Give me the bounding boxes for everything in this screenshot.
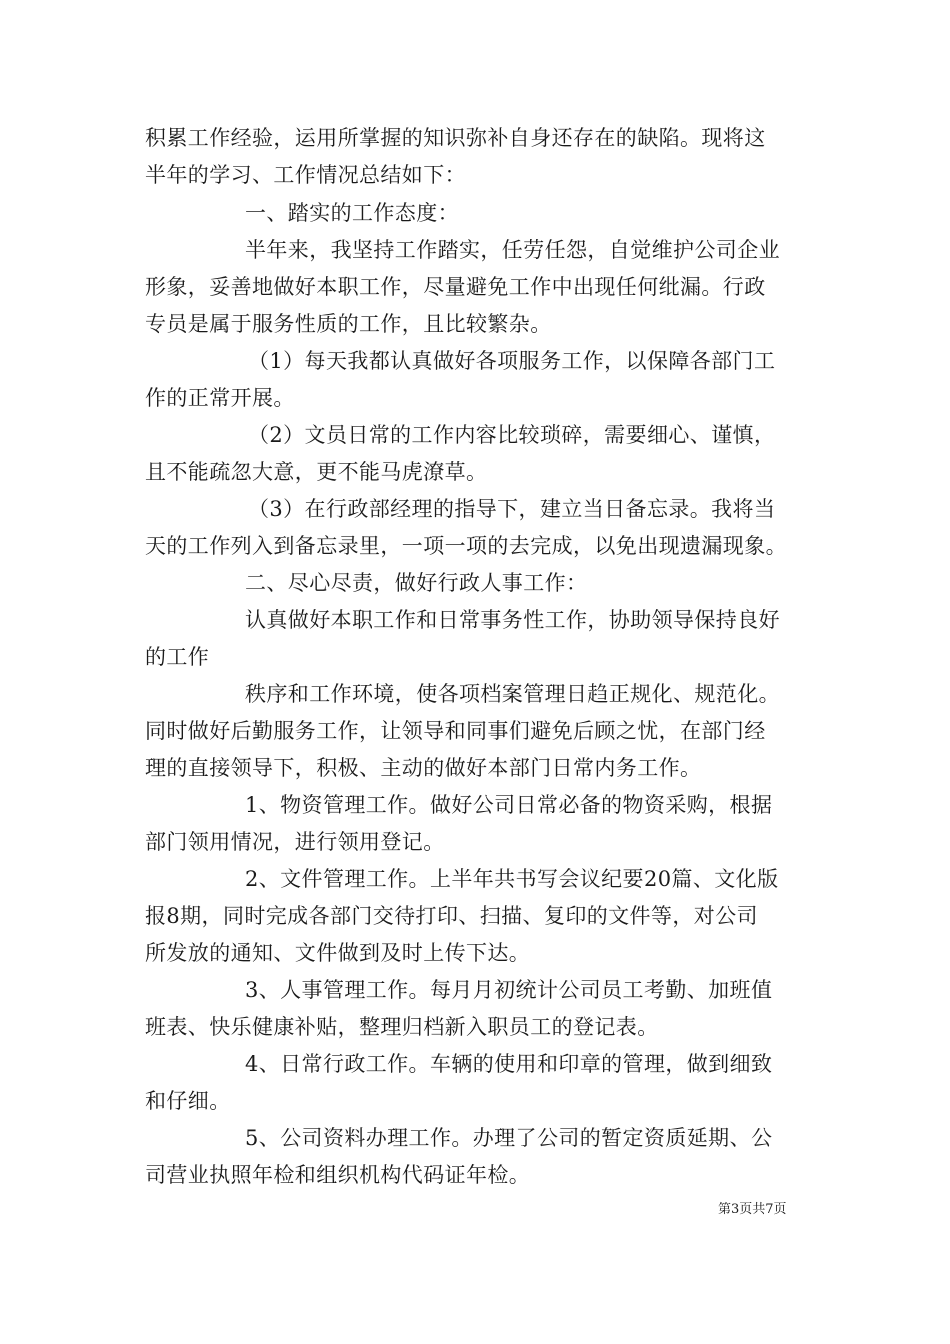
body-line: 认真做好本职工作和日常事务性工作，协助领导保持良好 <box>245 608 780 632</box>
page-number-footer: 第3页共7页 <box>718 1202 787 1217</box>
body-line: 司营业执照年检和组织机构代码证年检。 <box>145 1163 531 1187</box>
list-item-line: （2）文员日常的工作内容比较琐碎，需要细心、谨慎， <box>248 423 776 447</box>
body-line: 报8期，同时完成各部门交待打印、扫描、复印的文件等，对公司 <box>145 904 758 928</box>
body-line: 秩序和工作环境，使各项档案管理日趋正规化、规范化。 <box>245 682 780 706</box>
body-line: 专员是属于服务性质的工作，且比较繁杂。 <box>145 312 552 336</box>
body-line: 半年来，我坚持工作踏实，任劳任怨，自觉维护公司企业 <box>245 238 780 262</box>
list-item-line: （3）在行政部经理的指导下，建立当日备忘录。我将当 <box>248 497 776 521</box>
list-item-line: 4、日常行政工作。车辆的使用和印章的管理，做到细致 <box>245 1052 773 1076</box>
body-line: 的工作 <box>145 645 210 669</box>
body-line: 天的工作列入到备忘录里，一项一项的去完成，以免出现遗漏现象。 <box>145 534 787 558</box>
body-line: 积累工作经验，运用所掌握的知识弥补自身还存在的缺陷。现将这 <box>145 126 766 150</box>
body-line: 且不能疏忽大意，更不能马虎潦草。 <box>145 460 488 484</box>
body-line: 理的直接领导下，积极、主动的做好本部门日常内务工作。 <box>145 756 702 780</box>
body-line: 所发放的通知、文件做到及时上传下达。 <box>145 941 531 965</box>
body-line: 形象，妥善地做好本职工作，尽量避免工作中出现任何纰漏。行政 <box>145 275 766 299</box>
list-item-line: 2、文件管理工作。上半年共书写会议纪要20篇、文化版 <box>245 867 779 891</box>
body-line: 班表、快乐健康补贴，整理归档新入职员工的登记表。 <box>145 1015 659 1039</box>
list-item-line: （1）每天我都认真做好各项服务工作，以保障各部门工 <box>248 349 776 373</box>
section-heading: 一、踏实的工作态度： <box>245 201 459 225</box>
body-line: 和仔细。 <box>145 1089 231 1113</box>
body-line: 半年的学习、工作情况总结如下： <box>145 163 466 187</box>
body-line: 作的正常开展。 <box>145 386 295 410</box>
list-item-line: 1、物资管理工作。做好公司日常必备的物资采购，根据 <box>245 793 773 817</box>
list-item-line: 5、公司资料办理工作。办理了公司的暂定资质延期、公 <box>245 1126 773 1150</box>
list-item-line: 3、人事管理工作。每月月初统计公司员工考勤、加班值 <box>245 978 773 1002</box>
section-heading: 二、尽心尽责，做好行政人事工作： <box>245 571 588 595</box>
body-line: 部门领用情况，进行领用登记。 <box>145 830 445 854</box>
body-line: 同时做好后勤服务工作，让领导和同事们避免后顾之忧，在部门经 <box>145 719 766 743</box>
